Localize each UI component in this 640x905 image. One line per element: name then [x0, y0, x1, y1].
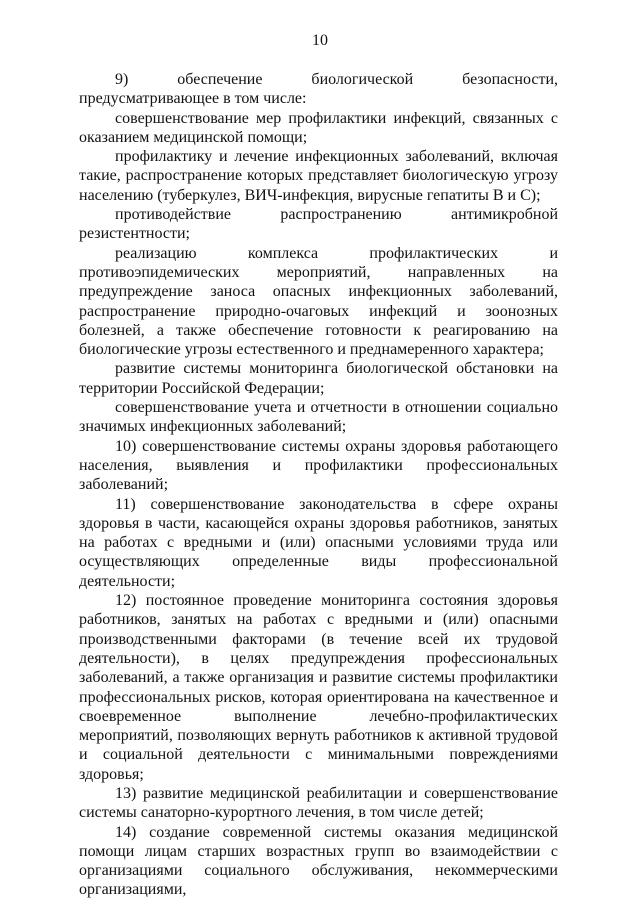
page-number: 10 [312, 32, 328, 49]
paragraph-9-bio-monitoring: развитие системы мониторинга биологической обстановки на территории Российской Федерации; [79, 360, 558, 397]
paragraph-9-antimicrobial-resistance: противодействие распространению антимикробной резистентности; [79, 206, 558, 243]
paragraph-9-infection-prevention: совершенствование мер профилактики инфекций, связанных с оказанием медицинской помощи; [79, 109, 558, 146]
paragraph-10: 10) совершенствование системы охраны здоровья работающего населения, выявления и профилактики профессиональных заболеваний; [79, 437, 558, 494]
paragraph-14: 14) создание современной системы оказания медицинской помощи лицам старших возрастных групп во взаимодействии с организациями социального обслуживания, некоммерческими организациями, [79, 823, 558, 899]
paragraph-9-reporting: совершенствование учета и отчетности в отношении социально значимых инфекционных заболеваний; [79, 399, 558, 436]
paragraph-9-epidemic-measures: реализацию комплекса профилактических и противоэпидемических мероприятий, направленных на предупреждение заноса опасных инфекционных заболеваний, распространение природно-очаговых инфекций и зоонозных болезней, а также обеспечение готовности к реагированию на биологические угрозы естественного и преднамеренного характера; [79, 244, 558, 359]
paragraph-12: 12) постоянное проведение мониторинга состояния здоровья работников, занятых на работах с вредными и (или) опасными производственными факторами (в течение всей их трудовой деятельности), в целях предупреждения профессиональных заболеваний, а также организация и развитие системы профилактики профессиональных рисков, которая ориентирована на качественное и своевременное выполнение лечебно-профилактических мероприятий, позволяющих вернуть работников к активной трудовой и социальной деятельности с минимальными повреждениями здоровья; [79, 592, 558, 783]
paragraph-13: 13) развитие медицинской реабилитации и совершенствование системы санаторно-курортного лечения, в том числе детей; [79, 784, 558, 822]
paragraph-9-infectious-diseases: профилактику и лечение инфекционных заболеваний, включая такие, распространение которых представляет биологическую угрозу населению (туберкулез, ВИЧ-инфекция, вирусные гепатиты В и С); [79, 148, 558, 204]
paragraph-9: 9) обеспечение биологической безопасности, предусматривающее в том числе: [79, 71, 558, 108]
paragraph-11: 11) совершенствование законодательства в сфере охраны здоровья в части, касающейся охраны здоровья работников, занятых на работах с вредными и (или) опасными условиями труда или осуществляющих определенные виды профессиональной деятельности; [79, 495, 558, 590]
document-body [79, 70, 558, 900]
